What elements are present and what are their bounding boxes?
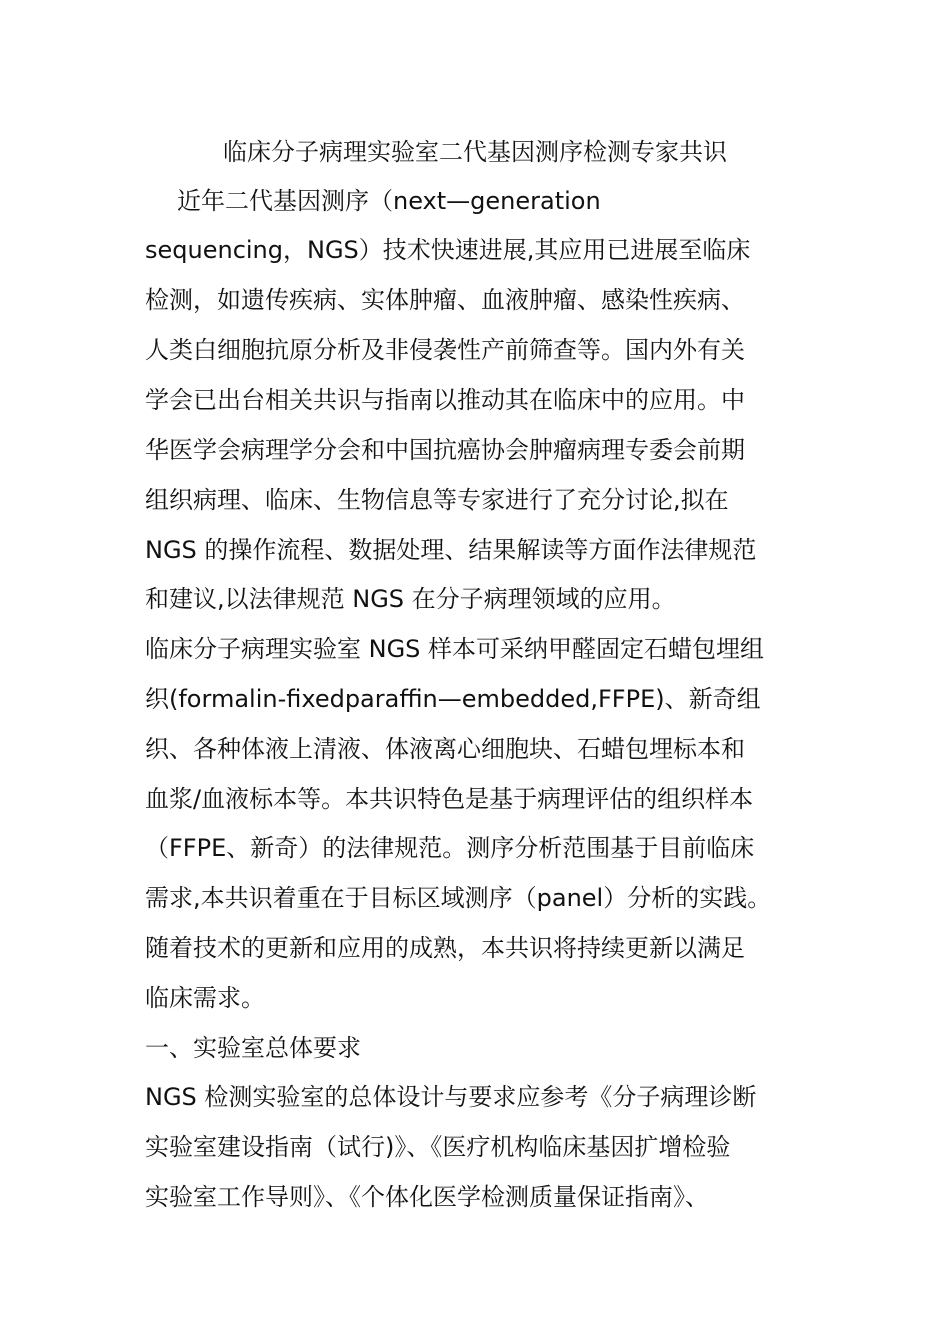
paragraph-line-20: 实验室建设指南（试行)》、《医疗机构临床基因扩增检验	[145, 1133, 731, 1161]
paragraph-line-8: NGS 的操作流程、数据处理、结果解读等方面作法律规范	[145, 536, 757, 564]
paragraph-line-7: 组织病理、临床、生物信息等专家进行了充分讨论,拟在	[145, 486, 729, 514]
section-heading: 一、实验室总体要求	[145, 1034, 361, 1062]
paragraph-line-11: 织(formalin-fixedparaffin—embedded,FFPE)、新奇组	[145, 685, 761, 713]
paragraph-line-9: 和建议,以法律规范 NGS 在分子病理领域的应用。	[145, 585, 676, 613]
paragraph-line-1: 近年二代基因测序（next—generation	[177, 187, 601, 215]
paragraph-line-12: 织、各种体液上清液、体液离心细胞块、石蜡包埋标本和	[145, 735, 745, 763]
paragraph-line-15: 需求,本共识着重在于目标区域测序（panel）分析的实践。	[145, 884, 772, 912]
paragraph-line-14: （FFPE、新奇）的法律规范。测序分析范围基于目前临床	[145, 834, 755, 862]
paragraph-line-21: 实验室工作导则》、《个体化医学检测质量保证指南》、	[145, 1183, 709, 1211]
paragraph-line-3: 检测，如遗传疾病、实体肿瘤、血液肿瘤、感染性疾病、	[145, 286, 745, 314]
paragraph-line-16: 随着技术的更新和应用的成熟，本共识将持续更新以满足	[145, 934, 745, 962]
paragraph-line-17: 临床需求。	[145, 984, 265, 1012]
paragraph-line-2: sequencing，NGS）技术快速进展,其应用已进展至临床	[145, 236, 751, 264]
paragraph-line-5: 学会已出台相关共识与指南以推动其在临床中的应用。中	[145, 386, 745, 414]
paragraph-line-4: 人类白细胞抗原分析及非侵袭性产前筛查等。国内外有关	[145, 336, 745, 364]
paragraph-line-13: 血浆/血液标本等。本共识特色是基于病理评估的组织样本	[145, 785, 754, 813]
document-title: 临床分子病理实验室二代基因测序检测专家共识	[223, 138, 727, 166]
paragraph-line-19: NGS 检测实验室的总体设计与要求应参考《分子病理诊断	[145, 1083, 757, 1111]
paragraph-line-10: 临床分子病理实验室 NGS 样本可采纳甲醛固定石蜡包埋组	[145, 635, 765, 663]
paragraph-line-6: 华医学会病理学分会和中国抗癌协会肿瘤病理专委会前期	[145, 436, 745, 464]
